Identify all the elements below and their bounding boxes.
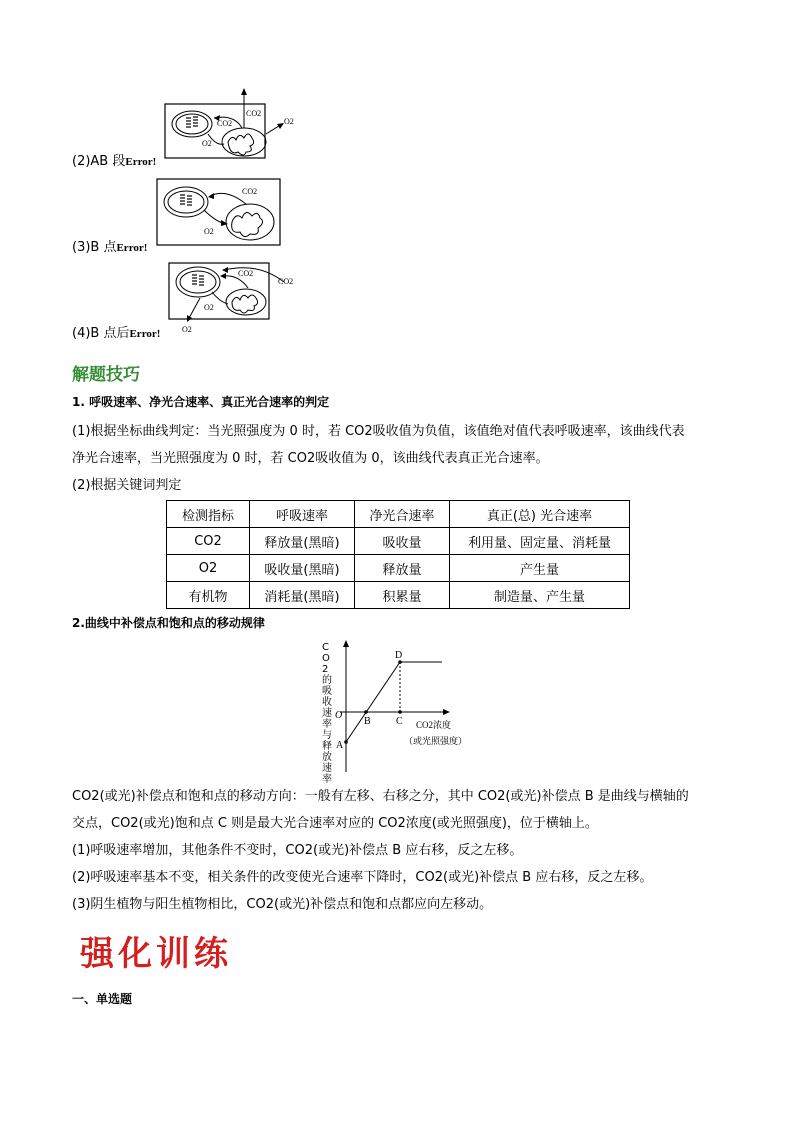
table-header-cell: 净光合速率 — [355, 501, 450, 528]
svg-text:O2: O2 — [204, 303, 214, 312]
table-header-cell: 呼吸速率 — [250, 501, 355, 528]
subsection-heading: 一、单选题 — [72, 992, 133, 1006]
table-header-cell: 真正(总) 光合速率 — [450, 501, 630, 528]
chloroplast-mitochondrion-diagram-after-b — [168, 262, 306, 334]
svg-text:CO2: CO2 — [238, 269, 254, 278]
table-cell: 利用量、固定量、消耗量 — [450, 528, 630, 555]
table-cell: 消耗量(黑暗) — [250, 582, 355, 609]
svg-text:CO2: CO2 — [217, 119, 233, 128]
svg-text:CO2: CO2 — [246, 109, 262, 118]
chloroplast-mitochondrion-diagram-b — [156, 178, 282, 248]
section1-p1-line2: 净光合速率，当光照强度为 0 时，若 CO2吸收值为 0，该曲线代表真正光合速率。 — [72, 451, 549, 466]
svg-text:O2: O2 — [202, 139, 212, 148]
svg-text:A: A — [336, 740, 344, 751]
table-cell: 释放量 — [355, 555, 450, 582]
svg-text:O: O — [335, 710, 343, 721]
table-header-row — [167, 501, 630, 528]
keyword-table — [166, 500, 630, 609]
svg-text:（或光照强度）: （或光照强度） — [404, 736, 468, 746]
graph-ylabel: CO2的吸收速率与释放速率 — [322, 642, 332, 785]
table-cell: 产生量 — [450, 555, 630, 582]
case-b-label: (3)B 点Error! — [72, 240, 148, 255]
section2-p2: 交点，CO2(或光)饱和点 C 则是最大光合速率对应的 CO2浓度(或光照强度)，位于横轴上。 — [72, 816, 598, 831]
section2-p3: (1)呼吸速率增加，其他条件不变时，CO2(或光)补偿点 B 应右移，反之左移。 — [72, 843, 523, 858]
section2-title: 2.曲线中补偿点和饱和点的移动规律 — [72, 616, 265, 630]
section2-p4: (2)呼吸速率基本不变，相关条件的改变使光合速率下降时，CO2(或光)补偿点 B 应右移，反之左移。 — [72, 870, 653, 885]
svg-text:CO2浓度: CO2浓度 — [416, 720, 452, 730]
case-after-b-label: (4)B 点后Error! — [72, 326, 161, 341]
section1-title: 1. 呼吸速率、净光合速率、真正光合速率的判定 — [72, 395, 330, 409]
section2-p1: CO2(或光)补偿点和饱和点的移动方向：一般有左移、右移之分，其中 CO2(或光)补偿点 B 是曲线与横轴的 — [72, 789, 689, 804]
table-cell: CO2 — [167, 528, 250, 555]
svg-text:CO2: CO2 — [278, 277, 294, 286]
table-row — [167, 528, 630, 555]
svg-text:O2: O2 — [204, 227, 214, 236]
compensation-saturation-graph — [320, 638, 480, 778]
table-cell: 制造量、产生量 — [450, 582, 630, 609]
table-cell: 释放量(黑暗) — [250, 528, 355, 555]
svg-text:O2: O2 — [284, 117, 294, 126]
tips-heading: 解题技巧 — [72, 365, 140, 385]
table-row — [167, 582, 630, 609]
table-header-cell: 检测指标 — [167, 501, 250, 528]
svg-text:CO2: CO2 — [242, 187, 258, 196]
chloroplast-mitochondrion-diagram-ab — [164, 88, 304, 160]
svg-text:D: D — [395, 650, 403, 661]
table-cell: 吸收量 — [355, 528, 450, 555]
table-row — [167, 555, 630, 582]
section1-p1-line1: (1)根据坐标曲线判定：当光照强度为 0 时，若 CO2吸收值为负值，该值绝对值代表呼吸速率，该曲线代表 — [72, 424, 685, 439]
case-ab-label: (2)AB 段Error! — [72, 154, 157, 169]
practice-title: 强化训练 — [80, 934, 232, 974]
svg-text:C: C — [396, 716, 403, 727]
table-cell: 吸收量(黑暗) — [250, 555, 355, 582]
svg-text:B: B — [364, 716, 371, 727]
section2-p5: (3)阴生植物与阳生植物相比，CO2(或光)补偿点和饱和点都应向左移动。 — [72, 897, 493, 912]
table-cell: O2 — [167, 555, 250, 582]
table-cell: 有机物 — [167, 582, 250, 609]
svg-text:O2: O2 — [182, 325, 192, 334]
section1-p2: (2)根据关键词判定 — [72, 478, 182, 493]
table-cell: 积累量 — [355, 582, 450, 609]
